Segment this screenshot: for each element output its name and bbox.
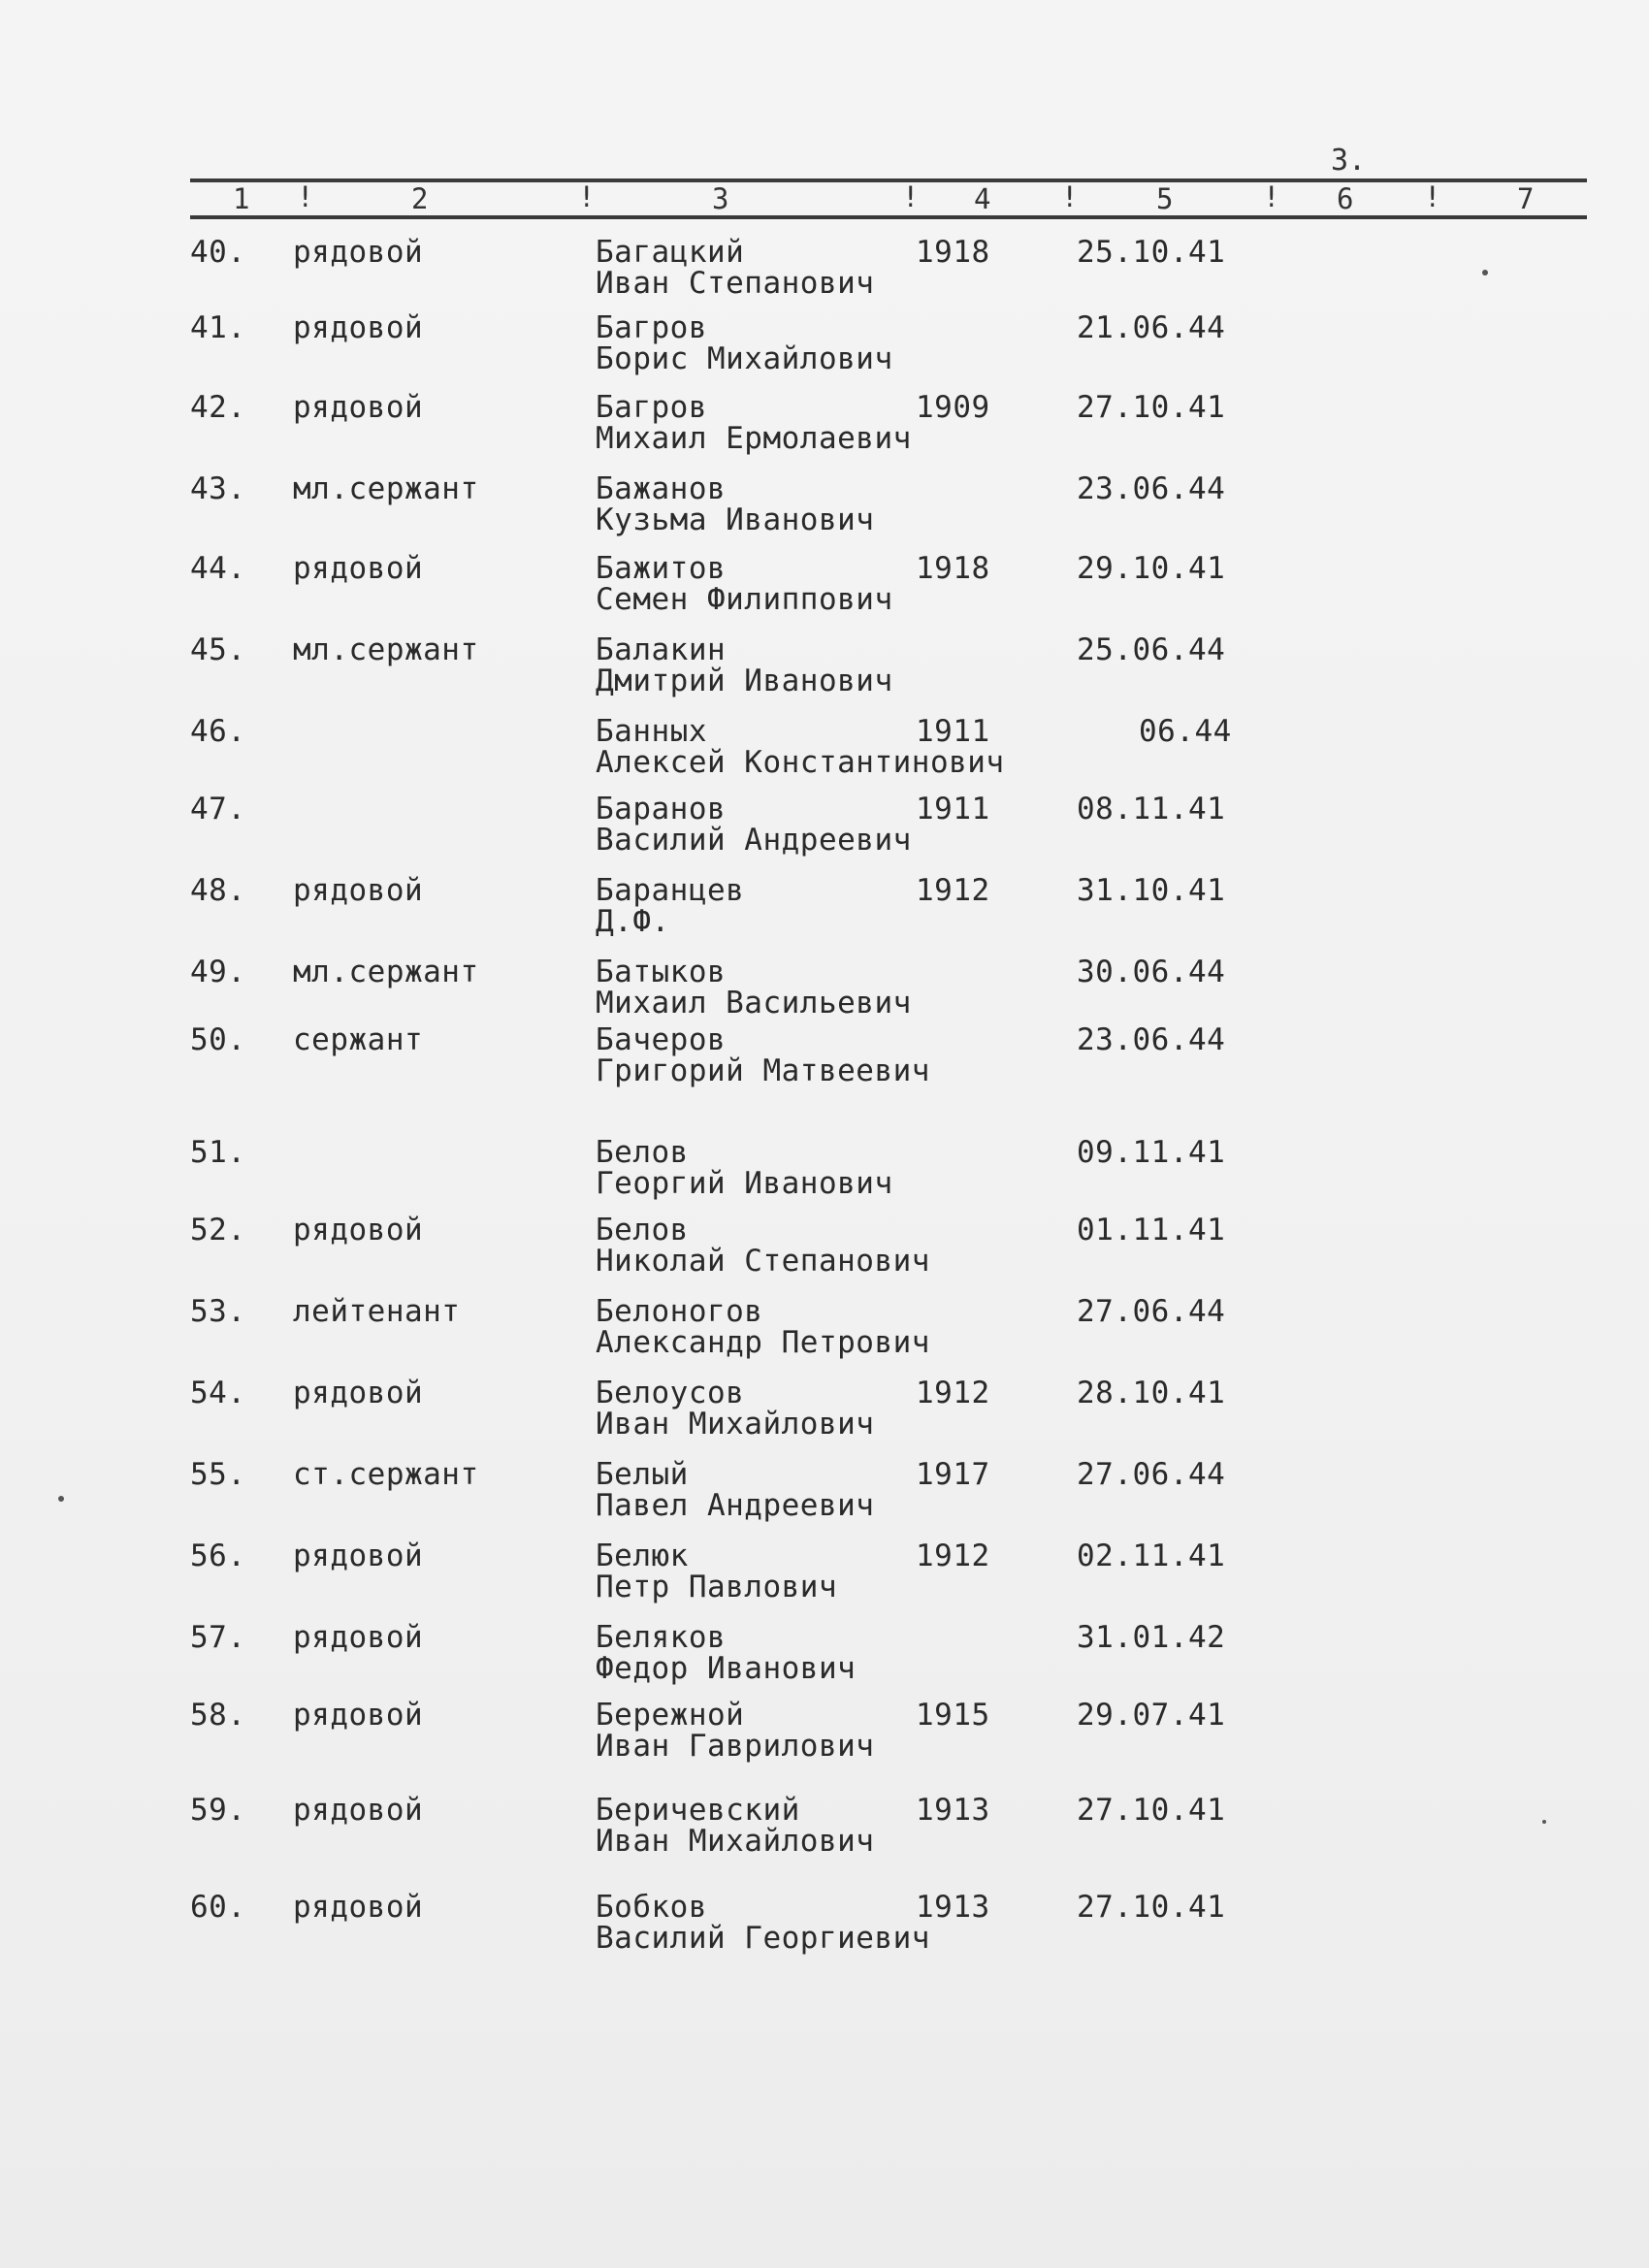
row-number: 51. — [190, 1135, 246, 1170]
row-given-name: Михаил Васильевич — [596, 986, 912, 1021]
row-surname: Белоусов — [596, 1376, 745, 1410]
table-row — [0, 235, 1649, 312]
page-number: 3. — [1331, 144, 1367, 178]
table-row — [0, 1890, 1649, 1967]
row-rank: рядовой — [293, 235, 424, 270]
row-given-name: Иван Гаврилович — [596, 1729, 875, 1764]
row-number: 60. — [190, 1890, 246, 1925]
row-birth-year: 1911 — [916, 714, 990, 749]
row-number: 54. — [190, 1376, 246, 1410]
header-rule-top — [190, 178, 1587, 182]
row-date: 25.10.41 — [1077, 235, 1226, 270]
row-date: 30.06.44 — [1077, 955, 1226, 989]
row-given-name: Александр Петрович — [596, 1325, 930, 1360]
table-row — [0, 714, 1649, 792]
row-number: 47. — [190, 792, 246, 826]
table-row — [0, 1698, 1649, 1775]
row-birth-year: 1913 — [916, 1793, 990, 1828]
row-date: 02.11.41 — [1077, 1539, 1226, 1573]
row-given-name: Алексей Константинович — [596, 745, 1005, 780]
row-number: 49. — [190, 955, 246, 989]
column-header-3: 3 — [712, 182, 729, 215]
table-row — [0, 1294, 1649, 1372]
row-number: 41. — [190, 310, 246, 345]
row-given-name: Семен Филиппович — [596, 582, 893, 617]
row-number: 57. — [190, 1620, 246, 1655]
table-row — [0, 1135, 1649, 1213]
row-date: 27.06.44 — [1077, 1294, 1226, 1329]
row-surname: Балакин — [596, 632, 727, 667]
column-separator: ! — [902, 180, 920, 213]
row-surname: Белюк — [596, 1539, 689, 1573]
row-given-name: Григорий Матвеевич — [596, 1053, 930, 1088]
row-birth-year: 1909 — [916, 390, 990, 425]
row-rank: рядовой — [293, 1213, 424, 1247]
column-separator: ! — [297, 180, 314, 213]
row-surname: Баранцев — [596, 873, 745, 908]
table-row — [0, 1213, 1649, 1290]
row-date: 29.10.41 — [1077, 551, 1226, 586]
row-birth-year: 1911 — [916, 792, 990, 826]
table-row — [0, 955, 1649, 1032]
row-surname: Бачеров — [596, 1022, 727, 1057]
table-row — [0, 1539, 1649, 1616]
header-rule-bottom — [190, 215, 1587, 219]
column-separator: ! — [1263, 180, 1280, 213]
row-number: 40. — [190, 235, 246, 270]
row-rank: рядовой — [293, 551, 424, 586]
column-separator: ! — [1424, 180, 1441, 213]
table-row — [0, 1022, 1649, 1100]
scan-speck — [1542, 1820, 1546, 1824]
row-surname: Багров — [596, 310, 707, 345]
table-row — [0, 632, 1649, 710]
row-surname: Бережной — [596, 1698, 745, 1733]
table-row — [0, 873, 1649, 951]
row-birth-year: 1915 — [916, 1698, 990, 1733]
row-date: 29.07.41 — [1077, 1698, 1226, 1733]
table-row — [0, 310, 1649, 388]
row-rank: рядовой — [293, 1793, 424, 1828]
row-number: 55. — [190, 1457, 246, 1492]
row-number: 48. — [190, 873, 246, 908]
row-date: 27.10.41 — [1077, 390, 1226, 425]
column-header-4: 4 — [974, 182, 991, 215]
column-header-7: 7 — [1517, 182, 1535, 215]
row-rank: рядовой — [293, 1376, 424, 1410]
row-number: 59. — [190, 1793, 246, 1828]
row-given-name: Василий Георгиевич — [596, 1921, 930, 1956]
row-number: 46. — [190, 714, 246, 749]
row-rank: сержант — [293, 1022, 424, 1057]
row-surname: Беляков — [596, 1620, 727, 1655]
row-birth-year: 1917 — [916, 1457, 990, 1492]
row-surname: Белый — [596, 1457, 689, 1492]
row-surname: Беричевский — [596, 1793, 800, 1828]
row-rank: мл.сержант — [293, 955, 479, 989]
row-date: 09.11.41 — [1077, 1135, 1226, 1170]
row-birth-year: 1918 — [916, 235, 990, 270]
table-row — [0, 390, 1649, 468]
row-number: 53. — [190, 1294, 246, 1329]
column-header-5: 5 — [1156, 182, 1174, 215]
row-surname: Банных — [596, 714, 707, 749]
row-number: 52. — [190, 1213, 246, 1247]
row-date: 27.10.41 — [1077, 1890, 1226, 1925]
row-surname: Белоногов — [596, 1294, 763, 1329]
row-surname: Баранов — [596, 792, 727, 826]
row-rank: рядовой — [293, 1890, 424, 1925]
row-date: 21.06.44 — [1077, 310, 1226, 345]
table-row — [0, 551, 1649, 629]
row-surname: Бажитов — [596, 551, 727, 586]
row-date: 06.44 — [1139, 714, 1232, 749]
row-given-name: Кузьма Иванович — [596, 502, 875, 537]
row-rank: рядовой — [293, 873, 424, 908]
row-rank: мл.сержант — [293, 471, 479, 506]
row-given-name: Павел Андреевич — [596, 1488, 875, 1523]
row-rank: мл.сержант — [293, 632, 479, 667]
row-number: 42. — [190, 390, 246, 425]
table-row — [0, 1620, 1649, 1698]
row-rank: лейтенант — [293, 1294, 461, 1329]
row-number: 45. — [190, 632, 246, 667]
row-surname: Белов — [596, 1135, 689, 1170]
row-surname: Бажанов — [596, 471, 727, 506]
column-header-1: 1 — [233, 182, 250, 215]
row-given-name: Иван Степанович — [596, 266, 875, 301]
row-birth-year: 1912 — [916, 1539, 990, 1573]
row-given-name: Борис Михайлович — [596, 341, 893, 376]
row-given-name: Георгий Иванович — [596, 1166, 893, 1201]
row-given-name: Василий Андреевич — [596, 823, 912, 858]
column-separator: ! — [1061, 180, 1079, 213]
row-rank: рядовой — [293, 390, 424, 425]
row-surname: Багацкий — [596, 235, 745, 270]
row-rank: ст.сержант — [293, 1457, 479, 1492]
row-date: 31.10.41 — [1077, 873, 1226, 908]
table-row — [0, 1793, 1649, 1870]
row-date: 01.11.41 — [1077, 1213, 1226, 1247]
row-date: 23.06.44 — [1077, 471, 1226, 506]
row-given-name: Федор Иванович — [596, 1651, 857, 1686]
row-surname: Бобков — [596, 1890, 707, 1925]
row-given-name: Петр Павлович — [596, 1570, 838, 1604]
row-surname: Багров — [596, 390, 707, 425]
table-row — [0, 792, 1649, 869]
scan-speck — [58, 1496, 64, 1502]
row-number: 56. — [190, 1539, 246, 1573]
row-birth-year: 1918 — [916, 551, 990, 586]
table-row — [0, 471, 1649, 549]
row-number: 43. — [190, 471, 246, 506]
row-number: 44. — [190, 551, 246, 586]
row-rank: рядовой — [293, 1698, 424, 1733]
row-given-name: Николай Степанович — [596, 1244, 930, 1279]
row-given-name: Иван Михайлович — [596, 1407, 875, 1442]
row-given-name: Иван Михайлович — [596, 1824, 875, 1859]
row-date: 25.06.44 — [1077, 632, 1226, 667]
row-number: 50. — [190, 1022, 246, 1057]
row-date: 08.11.41 — [1077, 792, 1226, 826]
row-rank: рядовой — [293, 1620, 424, 1655]
column-header-6: 6 — [1337, 182, 1354, 215]
row-date: 31.01.42 — [1077, 1620, 1226, 1655]
row-birth-year: 1912 — [916, 1376, 990, 1410]
row-date: 27.10.41 — [1077, 1793, 1226, 1828]
table-row — [0, 1457, 1649, 1535]
table-row — [0, 1376, 1649, 1453]
row-date: 23.06.44 — [1077, 1022, 1226, 1057]
row-rank: рядовой — [293, 310, 424, 345]
row-date: 28.10.41 — [1077, 1376, 1226, 1410]
row-birth-year: 1913 — [916, 1890, 990, 1925]
row-rank: рядовой — [293, 1539, 424, 1573]
column-separator: ! — [578, 180, 596, 213]
column-header-2: 2 — [411, 182, 429, 215]
scan-speck — [1482, 270, 1488, 275]
row-date: 27.06.44 — [1077, 1457, 1226, 1492]
row-given-name: Дмитрий Иванович — [596, 664, 893, 698]
row-given-name: Д.Ф. — [596, 904, 670, 939]
row-surname: Батыков — [596, 955, 727, 989]
row-given-name: Михаил Ермолаевич — [596, 421, 912, 456]
row-birth-year: 1912 — [916, 873, 990, 908]
row-surname: Белов — [596, 1213, 689, 1247]
row-number: 58. — [190, 1698, 246, 1733]
